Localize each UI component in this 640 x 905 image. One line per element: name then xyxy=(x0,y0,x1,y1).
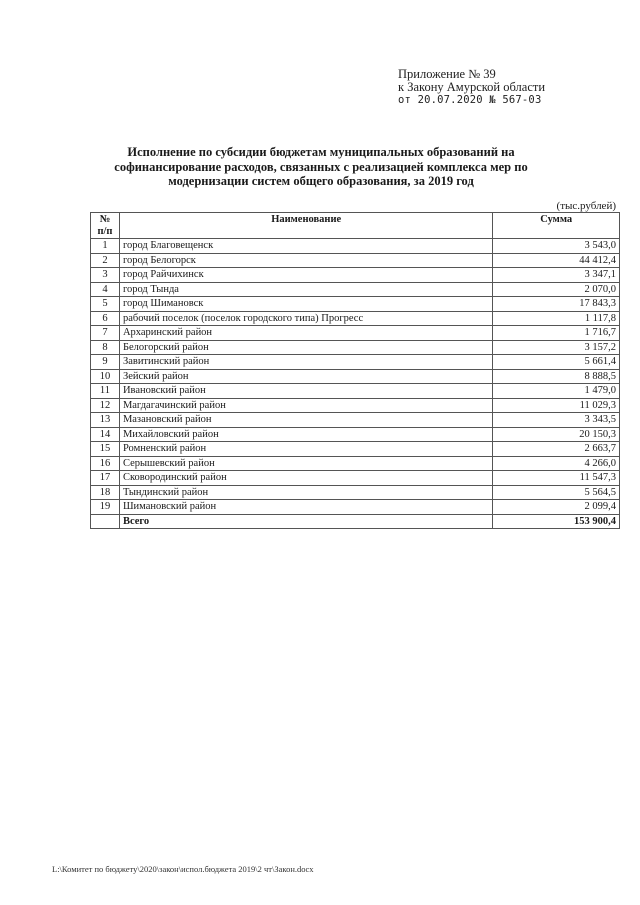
row-name: город Белогорск xyxy=(119,253,493,268)
row-name: Архаринский район xyxy=(119,326,493,341)
row-name: город Благовещенск xyxy=(119,239,493,254)
row-sum: 1 479,0 xyxy=(493,384,620,399)
row-number: 13 xyxy=(91,413,120,428)
row-name: Сковородинский район xyxy=(119,471,493,486)
header-name: Наименование xyxy=(119,213,493,239)
document-title: Исполнение по субсидии бюджетам муниципальных образований на софинансирование расходов, связанных с реализацией комплекса мер по модернизации систем общего образования, за 2019 год xyxy=(114,145,528,188)
row-number: 18 xyxy=(91,485,120,500)
table-row xyxy=(91,369,620,384)
row-number: 10 xyxy=(91,369,120,384)
table-row xyxy=(91,253,620,268)
row-name: Ромненский район xyxy=(119,442,493,457)
row-number: 12 xyxy=(91,398,120,413)
row-sum: 1 117,8 xyxy=(493,311,620,326)
file-path-footer: L:\Комитет по бюджету\2020\закон\испол.бюджета 2019\2 чт\Закон.docx xyxy=(52,864,314,874)
row-sum: 44 412,4 xyxy=(493,253,620,268)
appendix-date-number: от 20.07.2020 № 567-03 xyxy=(398,94,542,106)
row-sum: 2 663,7 xyxy=(493,442,620,457)
row-sum: 11 547,3 xyxy=(493,471,620,486)
row-name: Михайловский район xyxy=(119,427,493,442)
units-label: (тыс.рублей) xyxy=(556,200,616,212)
row-number: 11 xyxy=(91,384,120,399)
row-number: 19 xyxy=(91,500,120,515)
row-number: 4 xyxy=(91,282,120,297)
row-number: 1 xyxy=(91,239,120,254)
appendix-law-reference: к Закону Амурской области xyxy=(398,80,546,94)
table-row xyxy=(91,413,620,428)
table-row xyxy=(91,500,620,515)
table-row xyxy=(91,485,620,500)
row-number: 5 xyxy=(91,297,120,312)
row-sum: 3 343,5 xyxy=(493,413,620,428)
header-sum: Сумма xyxy=(493,213,620,239)
appendix-number: Приложение № 39 xyxy=(398,67,496,81)
row-sum: 3 157,2 xyxy=(493,340,620,355)
row-sum: 1 716,7 xyxy=(493,326,620,341)
row-name: Серышевский район xyxy=(119,456,493,471)
table-row xyxy=(91,311,620,326)
table-row xyxy=(91,340,620,355)
total-number-cell xyxy=(91,514,120,529)
row-name: город Тында xyxy=(119,282,493,297)
table-row xyxy=(91,398,620,413)
row-name: рабочий поселок (поселок городского типа) Прогресс xyxy=(119,311,493,326)
total-row xyxy=(91,514,620,529)
table-row xyxy=(91,355,620,370)
row-name: Тындинский район xyxy=(119,485,493,500)
table-row xyxy=(91,471,620,486)
row-name: Мазановский район xyxy=(119,413,493,428)
subsidy-table xyxy=(90,212,620,529)
row-name: Магдагачинский район xyxy=(119,398,493,413)
table-row xyxy=(91,326,620,341)
row-sum: 20 150,3 xyxy=(493,427,620,442)
header-number: № п/п xyxy=(91,213,120,239)
row-number: 6 xyxy=(91,311,120,326)
row-number: 14 xyxy=(91,427,120,442)
row-number: 16 xyxy=(91,456,120,471)
table-row xyxy=(91,282,620,297)
table-row xyxy=(91,239,620,254)
table-row xyxy=(91,427,620,442)
row-number: 15 xyxy=(91,442,120,457)
row-name: Завитинский район xyxy=(119,355,493,370)
row-sum: 2 070,0 xyxy=(493,282,620,297)
row-sum: 4 266,0 xyxy=(493,456,620,471)
total-label: Всего xyxy=(119,514,493,529)
row-sum: 11 029,3 xyxy=(493,398,620,413)
total-sum: 153 900,4 xyxy=(493,514,620,529)
row-sum: 17 843,3 xyxy=(493,297,620,312)
row-name: Ивановский район xyxy=(119,384,493,399)
row-number: 2 xyxy=(91,253,120,268)
row-name: Зейский район xyxy=(119,369,493,384)
table-row xyxy=(91,268,620,283)
row-sum: 3 347,1 xyxy=(493,268,620,283)
row-number: 8 xyxy=(91,340,120,355)
row-sum: 8 888,5 xyxy=(493,369,620,384)
table-row xyxy=(91,384,620,399)
row-name: город Райчихинск xyxy=(119,268,493,283)
table-header-row xyxy=(91,213,620,239)
table-row xyxy=(91,297,620,312)
row-name: Шимановский район xyxy=(119,500,493,515)
row-sum: 5 564,5 xyxy=(493,485,620,500)
row-name: Белогорский район xyxy=(119,340,493,355)
table-row xyxy=(91,456,620,471)
appendix-header xyxy=(398,68,598,107)
row-name: город Шимановск xyxy=(119,297,493,312)
row-sum: 2 099,4 xyxy=(493,500,620,515)
row-sum: 5 661,4 xyxy=(493,355,620,370)
row-number: 3 xyxy=(91,268,120,283)
row-number: 17 xyxy=(91,471,120,486)
row-sum: 3 543,0 xyxy=(493,239,620,254)
table-row xyxy=(91,442,620,457)
row-number: 9 xyxy=(91,355,120,370)
row-number: 7 xyxy=(91,326,120,341)
